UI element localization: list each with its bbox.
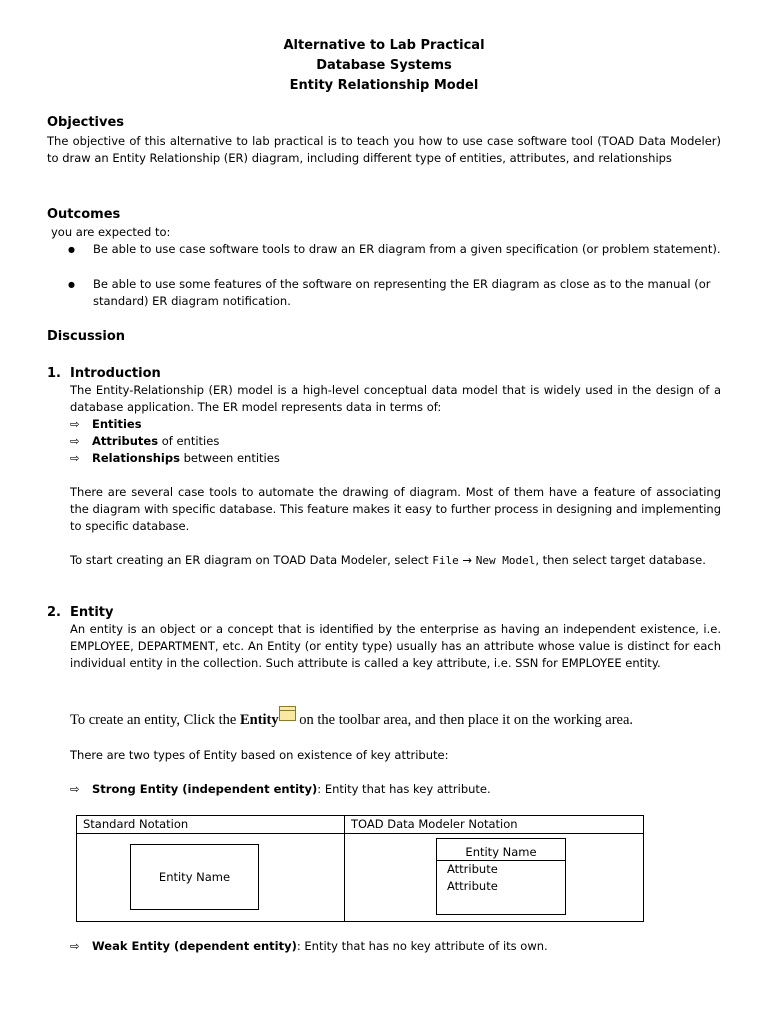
arrow-icon: ⇨ <box>70 782 80 796</box>
introduction-heading: Introduction <box>70 366 161 381</box>
list-item <box>70 781 491 798</box>
col-header-standard: Standard Notation <box>77 816 345 834</box>
outcome-item-1: Be able to use case software tools to draw an ER diagram from a given specification (or problem statement). <box>93 242 721 256</box>
discussion-heading: Discussion <box>47 329 126 344</box>
create-text-b: on the toolbar area, and then place it on the working area. <box>295 712 634 728</box>
toad-attribute: Attribute <box>447 879 498 893</box>
list-item <box>70 938 548 955</box>
menu-arrow-icon: → <box>462 553 473 567</box>
toad-attribute: Attribute <box>447 862 498 876</box>
arrow-icon: ⇨ <box>70 939 80 953</box>
introduction-para2: There are several case tools to automate the drawing of diagram. Most of them have a feature of associating the diagram with specific database. This feature makes it easy to further process in designing and implementing to specific database. <box>70 485 721 533</box>
objectives-text: The objective of this alternative to lab practical is to teach you how to use case software tool (TOAD Data Modeler) to draw an Entity Relationship (ER) diagram, including different type of entities, attributes, and relationships <box>47 134 721 165</box>
menu-file: File <box>432 554 459 567</box>
outcome-item-2: Be able to use some features of the software on representing the ER diagram as close as to the manual (or standard) ER diagram notification. <box>93 277 711 308</box>
introduction-para3 <box>70 552 721 569</box>
entity-tool-icon <box>279 706 296 721</box>
term-rest: of entities <box>158 434 220 448</box>
col-header-toad: TOAD Data Modeler Notation <box>345 816 644 834</box>
toad-entity-box <box>436 838 566 915</box>
term-rest: between entities <box>179 451 280 465</box>
para3-text-a: To start creating an ER diagram on TOAD Data Modeler, select <box>70 553 433 567</box>
entity-heading: Entity <box>70 605 114 620</box>
weak-entity-desc: : Entity that has no key attribute of its own. <box>296 939 548 953</box>
list-item <box>70 450 280 467</box>
bullet-icon: ● <box>68 245 75 254</box>
bullet-icon: ● <box>68 280 75 289</box>
doc-title-line2: Database Systems <box>316 58 452 73</box>
introduction-para1: The Entity-Relationship (ER) model is a high-level conceptual data model that is widely used in the design of a database application. The ER model represents data in terms of: <box>70 383 721 414</box>
menu-new-model: New Model <box>475 554 536 567</box>
create-entity-instruction <box>70 712 633 729</box>
para3-text-b: , then select target database. <box>535 553 706 567</box>
term-bold: Relationships <box>92 451 180 465</box>
arrow-icon: ⇨ <box>70 434 80 448</box>
outcomes-intro: you are expected to: <box>51 225 171 239</box>
arrow-icon: ⇨ <box>70 417 80 431</box>
strong-entity-label: Strong Entity (independent entity) <box>92 782 318 796</box>
list-item <box>70 433 219 450</box>
standard-entity-box <box>130 844 259 910</box>
weak-entity-label: Weak Entity (dependent entity) <box>92 939 297 953</box>
toad-entity-title: Entity Name <box>437 839 565 861</box>
term-bold: Entities <box>92 417 142 431</box>
section-number: 2. <box>47 605 61 620</box>
doc-title-line1: Alternative to Lab Practical <box>283 38 485 53</box>
section-number: 1. <box>47 366 61 381</box>
outcomes-heading: Outcomes <box>47 207 121 222</box>
standard-entity-label: Entity Name <box>158 869 231 884</box>
arrow-icon: ⇨ <box>70 451 80 465</box>
strong-entity-desc: : Entity that has key attribute. <box>317 782 491 796</box>
create-bold: Entity <box>239 712 279 728</box>
doc-title-line3: Entity Relationship Model <box>289 78 479 93</box>
create-text-a: To create an entity, Click the <box>70 712 240 728</box>
entity-types-intro: There are two types of Entity based on existence of key attribute: <box>70 748 449 762</box>
objectives-heading: Objectives <box>47 115 125 130</box>
list-item <box>70 416 142 433</box>
entity-para1: An entity is an object or a concept that is identified by the enterprise as having an independent existence, i.e. EMPLOYEE, DEPARTMENT, etc. An Entity (or entity type) usually has an attribute whose value is distinct for each individual entity in the collection. Such attribute is called a key attribute, i.e. SSN for EMPLOYEE entity. <box>70 622 721 670</box>
term-bold: Attributes <box>92 434 159 448</box>
